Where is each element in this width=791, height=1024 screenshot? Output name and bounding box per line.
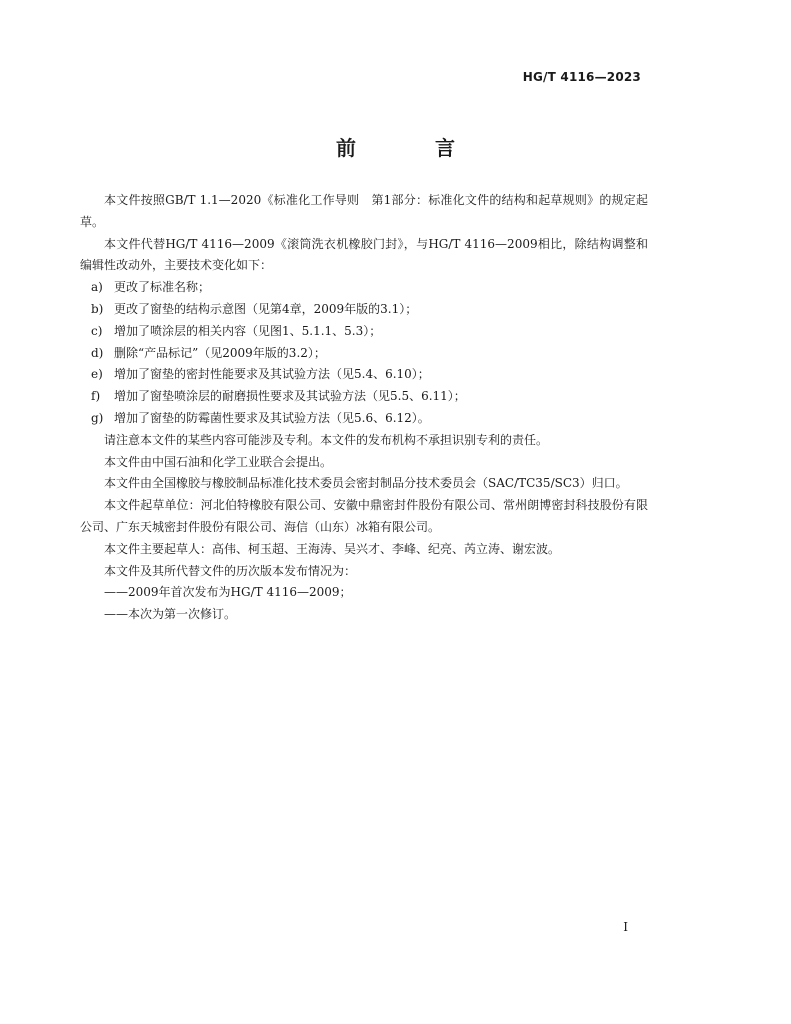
list-item [80,299,648,321]
standard-code: HG/T 4116—2023 [522,70,641,84]
list-item-text: 删除“产品标记”（见2009年版的3.2）； [114,345,326,360]
list-item [80,277,648,299]
list-item-label: b) [91,301,104,316]
list-item-label: f) [91,389,101,404]
paragraph: 本文件及其所代替文件的历次版本发布情况为： [104,563,357,578]
list-item [80,321,648,343]
list-item [80,364,648,386]
history-entry: ——本次为第一次修订。 [104,607,237,622]
list-item-text: 增加了窗垫的密封性能要求及其试验方法（见5.4、6.10）； [114,367,430,382]
list-item-text: 增加了窗垫喷涂层的耐磨损性要求及其试验方法（见5.5、6.11）； [114,389,466,404]
list-item-text: 增加了喷涂层的相关内容（见图1、5.1.1、5.3）； [114,323,382,338]
list-item-label: d) [91,345,104,360]
list-item-label: e) [91,367,103,382]
list-item-label: a) [91,280,103,295]
list-item-text: 更改了标准名称； [114,280,211,295]
paragraph: 本文件由中国石油和化学工业联合会提出。 [104,454,333,469]
paragraph: 请注意本文件的某些内容可能涉及专利。本文件的发布机构不承担识别专利的责任。 [104,432,549,447]
page-number: I [623,920,628,934]
paragraph: 本文件主要起草人：高伟、柯玉超、王海涛、吴兴才、李峰、纪亮、芮立涛、谢宏波。 [104,541,561,556]
change-list [80,277,648,430]
list-item [80,408,648,430]
list-item-text: 增加了窗垫的防霉菌性要求及其试验方法（见5.6、6.12）。 [114,410,430,425]
list-item [80,386,648,408]
list-item-text: 更改了窗垫的结构示意图（见第4章，2009年版的3.1）； [114,301,418,316]
list-item-label: c) [91,323,103,338]
history-entry: ——2009年首次发布为HG/T 4116—2009； [104,585,352,600]
paragraph: 本文件由全国橡胶与橡胶制品标准化技术委员会密封制品分技术委员会（SAC/TC35/SC3）归口。 [104,476,628,491]
list-item [80,343,648,365]
paragraph: 本文件起草单位：河北伯特橡胶有限公司、安徽中鼎密封件股份有限公司、常州朗博密封科技股份有限公司、广东天城密封件股份有限公司、海信（山东）冰箱有限公司。 [80,498,648,534]
list-item-label: g) [91,410,104,425]
paragraph: 本文件按照GB/T 1.1—2020《标准化工作导则 第1部分：标准化文件的结构和起草规则》的规定起草。 [80,193,648,229]
page-title: 前 言 [336,136,491,160]
document-body [80,190,648,626]
paragraph: 本文件代替HG/T 4116—2009《滚筒洗衣机橡胶门封》，与HG/T 4116—2009相比，除结构调整和编辑性改动外，主要技术变化如下： [80,236,648,273]
